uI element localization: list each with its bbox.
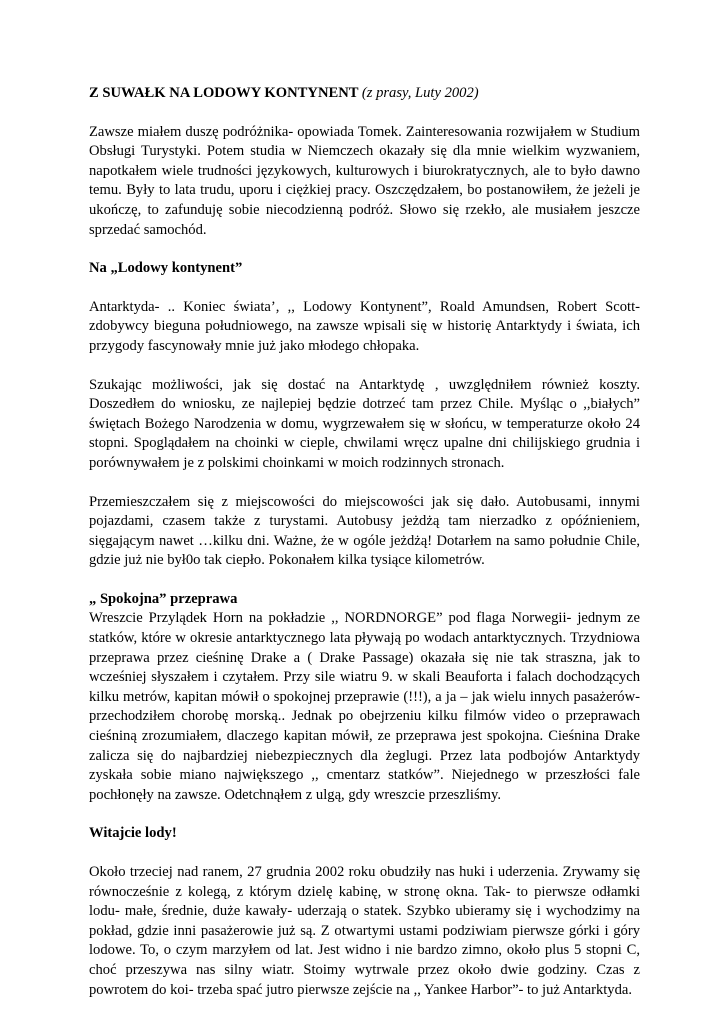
section-heading: „ Spokojna” przeprawa: [89, 590, 238, 607]
text-line: stopni. Spoglądałem na choinki w cieple, chwilami wręcz upalne dni chilijskiego grudnia i: [89, 435, 640, 452]
text-line: powrotem do koi- trzeba spać jutro pierwsze zejście na ,, Yankee Harbor”- to już Antarktyda.: [89, 981, 633, 998]
section-heading: Na „Lodowy kontynent”: [89, 260, 243, 277]
text-line: sprzedać samochód.: [89, 221, 207, 238]
text-line: porównywałem je z polskimi choinkami w moich rodzinnych stronach.: [89, 454, 505, 471]
title-text: Z SUWAŁK NA LODOWY KONTYNENT: [89, 85, 359, 101]
document-title: [89, 84, 640, 104]
text-line: Przemieszczałem się z miejscowości do miejscowości jak się dało. Autobusami, innymi: [89, 493, 640, 510]
text-line: przygody fascynowały mnie już jako młodego chłopaka.: [89, 337, 420, 354]
text-line: temu. Były to lata trudu, uporu i ciężkiej pracy. Oszczędzałem, bo postanowiłem, że jeżeli je: [89, 182, 640, 199]
text-line: Zawsze miałem duszę podróżnika- opowiada Tomek. Zainteresowania rozwijałem w Studium: [89, 123, 640, 140]
title-note: (z prasy, Luty 2002): [361, 85, 479, 101]
paragraph: [89, 123, 640, 241]
text-line: pochłonęły na zawsze. Odetchnąłem z ulgą, gdy wreszcie przeszliśmy.: [89, 786, 501, 803]
text-line: Wreszcie Przylądek Horn na pokładzie ,, NORDNORGE” pod flaga Norwegii- jednym ze: [89, 610, 640, 627]
text-line: pojazdami, czasem także z turystami. Autobusy jeżdżą tam nierzadko z opóźnieniem,: [89, 513, 640, 530]
text-line: gdzie już nie był0o tak ciepło. Pokonałem kilka tysiące kilometrów.: [89, 552, 485, 569]
document-body: [89, 123, 640, 1001]
text-line: zyskała sobie miano największego ,, cmentarz statków”. Niejednego w przeszłości fale: [89, 767, 640, 784]
text-line: cieśniną zrozumiałem, dlaczego kapitan mówił, ze przeprawa jest spokojna. Cieśnina Drake: [89, 728, 640, 745]
paragraph: [89, 863, 640, 1000]
text-line: napotkałem wiele trudności językowych, kulturowych i biurokratycznych, ale to było dawno: [89, 162, 640, 179]
paragraph: [89, 609, 640, 805]
text-line: statków, które w okresie antarktycznego lata pływają po wodach antarktycznych. Trzydniowa: [89, 630, 640, 647]
text-line: lodu- małe, średnie, duże kawały- uderzają o statek. Szybko ubieramy się i wychodzimy na: [89, 903, 640, 920]
paragraph: [89, 493, 640, 571]
text-line: zalicza się do najbardziej niebezpiecznych dla żeglugi. Przez lata podbojów Antarktydy: [89, 747, 640, 764]
text-line: wcześniej słyszałem i czytałem. Przy sile wiatru 9. w skali Beauforta i falach dochodzących: [89, 669, 640, 686]
text-line: przechodziłem chorobę morską.. Jednak po obejrzeniu kilku filmów video o przeprawach: [89, 708, 640, 725]
text-line: zdobywcy bieguna południowego, na zawsze wpisali się w historię Antarktydy i świata, ich: [89, 318, 640, 335]
text-line: Szukając możliwości, jak się dostać na Antarktydę , uwzględniłem również koszty.: [89, 376, 640, 393]
paragraph: [89, 298, 640, 357]
text-line: Obsługi Turystyki. Potem studia w Niemczech okazały się dla mnie wielkim wyzwaniem,: [89, 143, 640, 160]
text-line: Doszedłem do wniosku, ze najlepiej będzie dotrzeć tam przez Chile. Myśląc o ,,białych”: [89, 396, 640, 413]
text-line: Około trzeciej nad ranem, 27 grudnia 2002 roku obudziły nas huki i uderzenia. Zrywamy się: [89, 864, 640, 880]
text-line: przeprawa przez cieśninę Drake a ( Drake Passage) okazała się nie tak straszna, jak to: [89, 649, 640, 666]
text-line: choć przeszywa nas silny wiatr. Stoimy wytrwale przez około dwie godziny. Czas z: [89, 961, 640, 978]
document-page: [89, 84, 640, 1019]
text-line: sięgającym nawet …kilku dni. Ważne, że w ogóle jeżdżą! Dotarłem na samo południe Chile,: [89, 532, 640, 549]
text-line: świętach Bożego Narodzenia w domu, wygrzewałem się w słońcu, w temperaturze około 24: [89, 415, 640, 432]
text-line: ukończę, to zafunduję sobie niecodzienną podróż. Słowo się rzekło, ale musiałem jeszcze: [89, 201, 640, 218]
text-line: równocześnie z kolegą, z którym dzielę kabinę, w stronę okna. Tak- to pierwsze odłamki: [89, 883, 640, 900]
text-line: kilku metrów, kapitan mówił o spokojnej przeprawie (!!!), a ja – jak wielu innych pasażerów-: [89, 688, 640, 705]
text-line: pokład, gdzie inni pasażerowie już są. Z otwartymi ustami podziwiam pierwsze górki i góry: [89, 922, 640, 939]
section-heading: Witajcie lody!: [89, 825, 177, 842]
paragraph: [89, 376, 640, 474]
text-line: Antarktyda- .. Koniec świata’, ,, Lodowy Kontynent”, Roald Amundsen, Robert Scott-: [89, 298, 640, 315]
text-line: lodowe. To, o czym marzyłem od lat. Jest widno i nie bardzo zimno, około plus 5 stopni C,: [89, 942, 640, 959]
